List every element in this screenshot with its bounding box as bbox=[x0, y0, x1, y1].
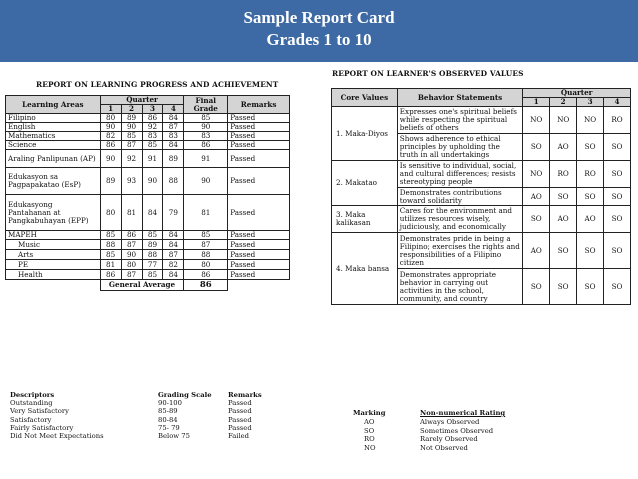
grade-cell: 90 bbox=[121, 250, 142, 260]
descriptor-remark: Passed bbox=[228, 399, 252, 407]
general-average-row bbox=[6, 280, 290, 291]
table-row bbox=[6, 195, 290, 231]
grade-cell: 87 bbox=[121, 270, 142, 280]
table-row bbox=[6, 270, 290, 280]
learning-area: English bbox=[6, 123, 101, 132]
marking-description: Sometimes Observed bbox=[420, 426, 494, 435]
quarter-1-header: 1 bbox=[100, 105, 121, 114]
final-grade: 80 bbox=[184, 260, 228, 270]
remarks-cell: Passed bbox=[228, 123, 290, 132]
grade-cell: 90 bbox=[121, 123, 142, 132]
table-row bbox=[332, 233, 631, 269]
grading-scale: 80-84 bbox=[158, 415, 178, 424]
grade-cell: 89 bbox=[100, 168, 121, 195]
core-value: 3. Maka kalikasan bbox=[332, 206, 398, 233]
banner-title: Sample Report Card bbox=[243, 8, 395, 27]
grade-cell: 84 bbox=[163, 270, 184, 280]
table-row bbox=[6, 260, 290, 270]
general-average-value: 86 bbox=[184, 280, 228, 291]
grade-cell: 85 bbox=[121, 132, 142, 141]
grade-cell: 82 bbox=[100, 132, 121, 141]
core-value: 2. Makatao bbox=[332, 161, 398, 206]
grade-cell: 84 bbox=[163, 141, 184, 150]
grade-cell: 85 bbox=[142, 231, 163, 240]
grade-cell: 81 bbox=[100, 260, 121, 270]
final-grade: 83 bbox=[184, 132, 228, 141]
descriptor-remark: Failed bbox=[228, 432, 250, 441]
rating-cell: SO bbox=[577, 233, 604, 269]
remarks-cell: Passed bbox=[228, 168, 290, 195]
learning-area: Edukasyon sa Pagpapakatao (EsP) bbox=[6, 168, 101, 195]
final-grade: 85 bbox=[184, 114, 228, 123]
grade-cell: 90 bbox=[100, 123, 121, 132]
rating-cell: NO bbox=[523, 161, 550, 188]
descriptor-name: Very Satisfactory bbox=[10, 407, 69, 416]
grading-scale: 75- 79 bbox=[158, 423, 180, 432]
behavior-statement: Demonstrates pride in being a Filipino; exercises the rights and responsibilities of a Filipino citizen bbox=[397, 233, 522, 269]
core-value: 1. Maka-Diyos bbox=[332, 107, 398, 161]
table-row bbox=[6, 150, 290, 168]
values-quarter-1-header: 1 bbox=[523, 98, 550, 107]
final-grade: 91 bbox=[184, 150, 228, 168]
values-quarter-2-header: 2 bbox=[550, 98, 577, 107]
grade-cell: 85 bbox=[100, 231, 121, 240]
behavior-statements-header: Behavior Statements bbox=[397, 89, 522, 107]
quarter-4-header: 4 bbox=[163, 105, 184, 114]
rating-cell: SO bbox=[550, 269, 577, 305]
remarks-cell: Passed bbox=[228, 150, 290, 168]
behavior-statement: Demonstrates contributions toward solidarity bbox=[397, 188, 522, 206]
grade-cell: 89 bbox=[142, 240, 163, 250]
grade-cell: 90 bbox=[100, 150, 121, 168]
rating-cell: SO bbox=[577, 134, 604, 161]
remarks-cell: Passed bbox=[228, 260, 290, 270]
rating-cell: SO bbox=[523, 269, 550, 305]
descriptor-name: Outstanding bbox=[10, 399, 53, 407]
values-quarter-header: Quarter bbox=[523, 89, 631, 98]
final-grade: 90 bbox=[184, 168, 228, 195]
descriptors-header: Descriptors bbox=[10, 391, 55, 399]
general-average-label: General Average bbox=[100, 280, 184, 291]
final-grade: 90 bbox=[184, 123, 228, 132]
rating-cell: NO bbox=[523, 107, 550, 134]
learning-table bbox=[5, 95, 290, 291]
marking-description: Always Observed bbox=[420, 418, 480, 426]
grade-cell: 86 bbox=[100, 141, 121, 150]
rating-cell: SO bbox=[550, 188, 577, 206]
remarks-cell: Passed bbox=[228, 132, 290, 141]
final-grade: 86 bbox=[184, 141, 228, 150]
rating-cell: SO bbox=[523, 206, 550, 233]
grade-cell: 93 bbox=[121, 168, 142, 195]
learning-area: Mathematics bbox=[6, 132, 101, 141]
quarter-3-header: 3 bbox=[142, 105, 163, 114]
mapeh-component: Music bbox=[6, 240, 101, 250]
learning-section-title: REPORT ON LEARNING PROGRESS AND ACHIEVEMENT bbox=[36, 80, 279, 89]
grade-cell: 83 bbox=[163, 132, 184, 141]
blank-cell bbox=[228, 280, 290, 291]
table-row bbox=[6, 168, 290, 195]
final-grade: 85 bbox=[184, 231, 228, 240]
grade-cell: 86 bbox=[121, 231, 142, 240]
grade-cell: 91 bbox=[142, 150, 163, 168]
behavior-statement: Demonstrates appropriate behavior in carrying out activities in the school, community, and country bbox=[397, 269, 522, 305]
grade-cell: 80 bbox=[121, 260, 142, 270]
descriptor-remarks-header: Remarks bbox=[228, 391, 262, 399]
descriptor-remark: Passed bbox=[228, 407, 252, 416]
table-row bbox=[6, 240, 290, 250]
grade-cell: 90 bbox=[142, 168, 163, 195]
values-quarter-4-header: 4 bbox=[604, 98, 631, 107]
core-values-header: Core Values bbox=[332, 89, 398, 107]
learning-area: Filipino bbox=[6, 114, 101, 123]
grade-cell: 87 bbox=[121, 240, 142, 250]
marking-code: AO bbox=[364, 418, 375, 426]
grade-cell: 89 bbox=[121, 114, 142, 123]
grade-cell: 87 bbox=[163, 123, 184, 132]
marking-description: Rarely Observed bbox=[420, 435, 478, 443]
learning-areas-header: Learning Areas bbox=[6, 96, 101, 114]
remarks-header: Remarks bbox=[228, 96, 290, 114]
rating-cell: SO bbox=[604, 269, 631, 305]
banner-subtitle: Grades 1 to 10 bbox=[266, 30, 372, 49]
grade-cell: 85 bbox=[142, 270, 163, 280]
marking-code: SO bbox=[364, 426, 375, 435]
remarks-cell: Passed bbox=[228, 270, 290, 280]
grade-cell: 84 bbox=[163, 114, 184, 123]
table-row bbox=[6, 250, 290, 260]
marking-code: RO bbox=[364, 435, 375, 443]
title-banner bbox=[0, 0, 638, 62]
rating-cell: AO bbox=[523, 233, 550, 269]
rating-cell: AO bbox=[550, 206, 577, 233]
grade-cell: 92 bbox=[142, 123, 163, 132]
grade-cell: 88 bbox=[100, 240, 121, 250]
rating-cell: SO bbox=[577, 188, 604, 206]
rating-cell: SO bbox=[604, 134, 631, 161]
final-grade: 86 bbox=[184, 270, 228, 280]
learning-area: Science bbox=[6, 141, 101, 150]
rating-cell: RO bbox=[604, 107, 631, 134]
final-grade: 88 bbox=[184, 250, 228, 260]
behavior-statement: Expresses one's spiritual beliefs while respecting the spiritual beliefs of others bbox=[397, 107, 522, 134]
rating-cell: NO bbox=[550, 107, 577, 134]
rating-cell: NO bbox=[577, 107, 604, 134]
rating-cell: SO bbox=[604, 233, 631, 269]
grading-scale-header: Grading Scale bbox=[158, 391, 212, 399]
behavior-statement: Is sensitive to individual, social, and cultural differences; resists stereotyping people bbox=[397, 161, 522, 188]
grade-cell: 88 bbox=[163, 168, 184, 195]
behavior-statement: Shows adherence to ethical principles by upholding the truth in all undertakings bbox=[397, 134, 522, 161]
grade-cell: 85 bbox=[100, 250, 121, 260]
rating-cell: AO bbox=[550, 134, 577, 161]
final-grade-header: Final Grade bbox=[184, 96, 228, 114]
values-table bbox=[331, 88, 631, 305]
learning-area: Edukasyong Pantahanan at Pangkabuhayan (EPP) bbox=[6, 195, 101, 231]
values-quarter-3-header: 3 bbox=[577, 98, 604, 107]
rating-cell: SO bbox=[604, 188, 631, 206]
table-row bbox=[6, 231, 290, 240]
learning-area: Araling Panlipunan (AP) bbox=[6, 150, 101, 168]
grade-cell: 87 bbox=[121, 141, 142, 150]
remarks-cell: Passed bbox=[228, 250, 290, 260]
grade-cell: 82 bbox=[163, 260, 184, 270]
final-grade: 87 bbox=[184, 240, 228, 250]
remarks-cell: Passed bbox=[228, 114, 290, 123]
non-numerical-rating-header: Non-numerical Rating bbox=[420, 409, 506, 417]
marking-code: NO bbox=[364, 443, 376, 452]
values-section-title: REPORT ON LEARNER'S OBSERVED VALUES bbox=[332, 69, 524, 78]
remarks-cell: Passed bbox=[228, 240, 290, 250]
core-value: 4. Maka bansa bbox=[332, 233, 398, 305]
table-row bbox=[332, 206, 631, 233]
grade-cell: 80 bbox=[100, 114, 121, 123]
descriptor-name: Fairly Satisfactory bbox=[10, 423, 74, 432]
rating-cell: RO bbox=[577, 161, 604, 188]
grade-cell: 86 bbox=[100, 270, 121, 280]
rating-cell: SO bbox=[577, 269, 604, 305]
rating-cell: SO bbox=[523, 134, 550, 161]
grading-scale: 90-100 bbox=[158, 399, 182, 407]
table-row bbox=[332, 161, 631, 188]
grade-cell: 80 bbox=[100, 195, 121, 231]
remarks-cell: Passed bbox=[228, 195, 290, 231]
mapeh-component: Health bbox=[6, 270, 101, 280]
marking-header: Marking bbox=[353, 409, 386, 417]
descriptor-remark: Passed bbox=[228, 415, 252, 424]
grade-cell: 79 bbox=[163, 195, 184, 231]
remarks-cell: Passed bbox=[228, 141, 290, 150]
rating-cell: SO bbox=[604, 206, 631, 233]
blank-cell bbox=[6, 280, 101, 291]
grade-cell: 84 bbox=[163, 240, 184, 250]
grade-cell: 89 bbox=[163, 150, 184, 168]
grade-cell: 83 bbox=[142, 132, 163, 141]
descriptor-name: Did Not Meet Expectations bbox=[10, 432, 104, 441]
grading-scale: 85-89 bbox=[158, 407, 178, 416]
quarter-header: Quarter bbox=[100, 96, 184, 105]
table-row bbox=[6, 141, 290, 150]
quarter-2-header: 2 bbox=[121, 105, 142, 114]
rating-cell: SO bbox=[604, 161, 631, 188]
grade-cell: 77 bbox=[142, 260, 163, 270]
grade-cell: 88 bbox=[142, 250, 163, 260]
grade-cell: 92 bbox=[121, 150, 142, 168]
descriptor-remark: Passed bbox=[228, 423, 252, 432]
mapeh-component: PE bbox=[6, 260, 101, 270]
rating-cell: RO bbox=[550, 161, 577, 188]
grade-cell: 84 bbox=[142, 195, 163, 231]
grade-cell: 86 bbox=[142, 114, 163, 123]
mapeh-component: Arts bbox=[6, 250, 101, 260]
final-grade: 81 bbox=[184, 195, 228, 231]
grade-cell: 84 bbox=[163, 231, 184, 240]
descriptor-name: Satisfactory bbox=[10, 415, 52, 424]
remarks-cell: Passed bbox=[228, 231, 290, 240]
table-row bbox=[332, 107, 631, 134]
rating-cell: AO bbox=[523, 188, 550, 206]
learning-area: MAPEH bbox=[6, 231, 101, 240]
behavior-statement: Cares for the environment and utilizes resources wisely, judiciously, and economically bbox=[397, 206, 522, 233]
grading-scale: Below 75 bbox=[158, 432, 190, 441]
grade-cell: 85 bbox=[142, 141, 163, 150]
grade-cell: 81 bbox=[121, 195, 142, 231]
marking-description: Not Observed bbox=[420, 443, 468, 452]
rating-cell: AO bbox=[577, 206, 604, 233]
rating-cell: SO bbox=[550, 233, 577, 269]
grade-cell: 87 bbox=[163, 250, 184, 260]
